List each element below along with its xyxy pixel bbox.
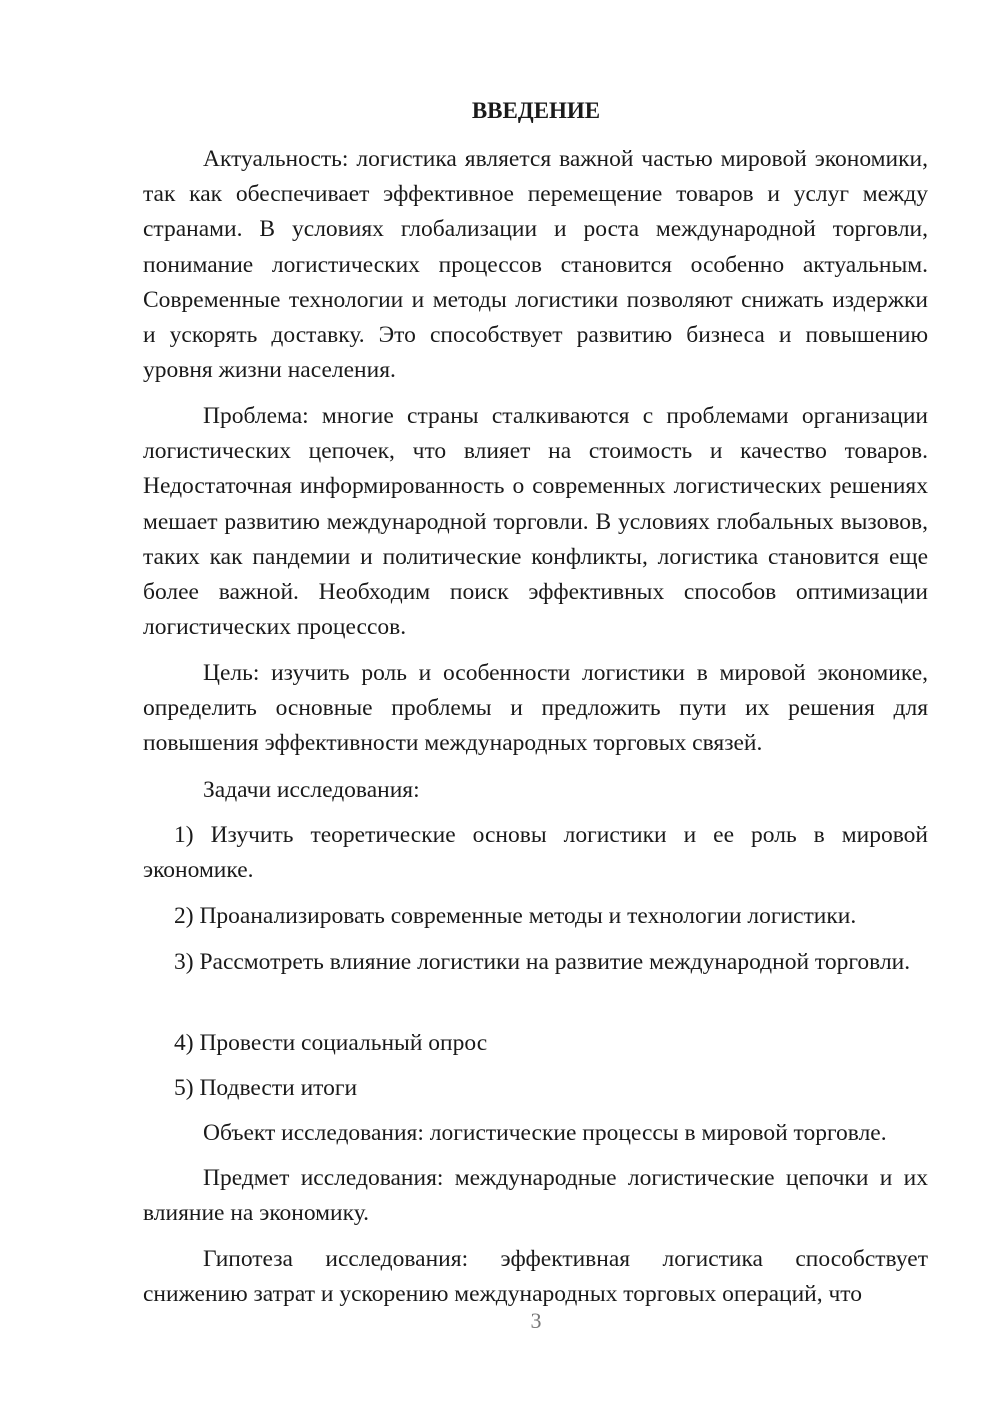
task-item-4: 4) Провести социальный опрос [174,1030,488,1056]
task-item-1: 1) Изучить теоретические основы логистики и ее роль в мировой экономике. [143,822,928,884]
task-item-5: 5) Подвести итоги [174,1075,358,1101]
paragraph-relevance: Актуальность: логистика является важной частью мировой экономики, так как обеспечивает эффективное перемещение товаров и услуг между странами. В условиях глобализации и роста международной торговли, понимание логистических процессов становится особенно актуальным. Современные технологии и методы логистики позволяют снижать издержки и ускорять доставку. Это способствует развитию бизнеса и повышению уровня жизни населения. [143,146,928,384]
paragraph-problem: Проблема: многие страны сталкиваются с проблемами организации логистических цепочек, что влияет на стоимость и качество товаров. Недостаточная информированность о современных логистических решениях мешает развитию международной торговли. В условиях глобальных вызовов, таких как пандемии и политические конфликты, логистика становится еще более важной. Необходим поиск эффективных способов оптимизации логистических процессов. [143,403,928,641]
section-heading: ВВЕДЕНИЕ [471,98,601,123]
page-number: 3 [530,1308,542,1333]
paragraph-goal: Цель: изучить роль и особенности логистики в мировой экономике, определить основные проблемы и предложить пути их решения для повышения эффективности международных торговых связей. [143,660,928,757]
paragraph-subject: Предмет исследования: международные логистические цепочки и их влияние на экономику. [143,1165,928,1227]
task-item-2: 2) Проанализировать современные методы и технологии логистики. [174,903,857,929]
paragraph-object: Объект исследования: логистические процессы в мировой торговле. [203,1120,887,1146]
task-item-3: 3) Рассмотреть влияние логистики на развитие международной торговли. [174,949,911,975]
paragraph-tasks-heading: Задачи исследования: [203,777,420,803]
paragraph-hypothesis: Гипотеза исследования: эффективная логистика способствует снижению затрат и ускорению международных торговых операций, что [143,1246,928,1308]
